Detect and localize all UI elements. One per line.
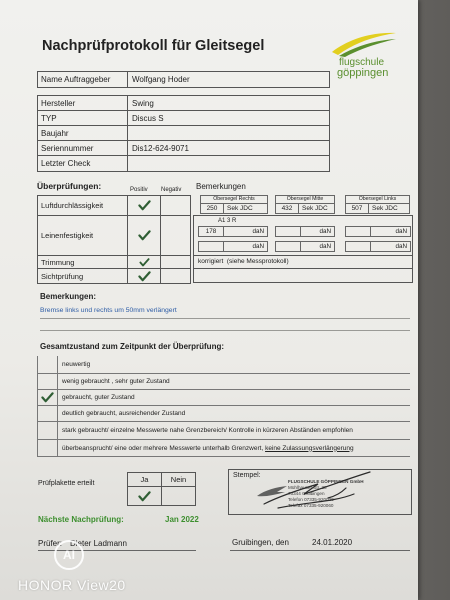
measure-title: Obersegel Mitte — [276, 196, 334, 204]
measure-unit: Sek JDC — [372, 205, 398, 212]
check-label-lines: Leinenfestigkeit — [38, 216, 128, 256]
condition-option-text — [58, 440, 354, 456]
line-measure-unit: daN — [319, 228, 331, 235]
next-check-value: Jan 2022 — [165, 515, 199, 524]
check-label-visual: Sichtprüfung — [38, 269, 128, 284]
badge-label: Prüfplakette erteilt — [38, 480, 95, 487]
row-value: Dis12-624-9071 — [132, 143, 189, 153]
row-value: Swing — [132, 98, 154, 108]
condition-checkbox — [37, 374, 58, 389]
signature — [258, 468, 378, 514]
row-label: Letzter Check — [38, 156, 128, 171]
check-icon — [138, 200, 151, 211]
condition-heading: Gesamtzustand zum Zeitpunkt der Überprüfung: — [40, 342, 225, 351]
condition-option-text: deutlich gebraucht, ausreichender Zustand — [62, 410, 186, 417]
row-value — [128, 126, 132, 140]
line-note: A1 3 R — [218, 218, 237, 224]
condition-option-text-main: überbeansprucht/ eine oder mehrere Messwerte unterhalb Grenzwert, — [62, 444, 266, 452]
measure-title: Obersegel Rechts — [201, 196, 267, 204]
check-positive-cell — [128, 216, 161, 256]
logo-text-line-1: flugschule — [339, 57, 385, 68]
condition-option-text: stark gebraucht/ einzelne Messwerte nahe Grenzbereich/ Kontrolle in kürzeren Abständen empfohlen — [62, 427, 353, 434]
check-negative-cell — [161, 196, 191, 216]
air-measure-left — [345, 195, 410, 214]
table-row — [38, 126, 329, 141]
line-measure-cell — [345, 241, 411, 252]
line-measure-value — [276, 242, 301, 251]
divider — [193, 268, 413, 269]
row-label: Hersteller — [38, 96, 128, 110]
badge-yes-cell — [128, 487, 162, 506]
place-label: Gruibingen, den — [232, 538, 289, 547]
customer-value: Wolfgang Hoder — [132, 75, 190, 84]
signature-line — [230, 550, 410, 551]
measure-unit: Sek JDC — [227, 205, 253, 212]
camera-ai-badge-icon: AI — [54, 540, 84, 570]
check-negative-cell — [161, 269, 191, 284]
line-measure-unit: daN — [395, 243, 407, 250]
row-value — [128, 156, 132, 171]
table-row — [38, 141, 329, 156]
check-label-trim: Trimmung — [38, 256, 128, 269]
line-measure-cell — [345, 226, 411, 237]
next-check-label: Nächste Nachprüfung: — [38, 515, 124, 524]
measure-value: 432 — [276, 204, 299, 214]
measure-unit: Sek JDC — [302, 205, 328, 212]
line-measure-cell — [198, 226, 268, 237]
line-measure-unit: daN — [319, 243, 331, 250]
customer-label: Name Auftraggeber — [38, 72, 128, 87]
positive-column-label: Positiv — [130, 187, 148, 193]
line-measure-value: 178 — [199, 227, 224, 236]
list-item — [37, 356, 410, 374]
checks-heading: Überprüfungen: — [37, 181, 102, 191]
remarks-column-label: Bemerkungen — [196, 182, 246, 191]
list-item — [37, 440, 410, 457]
badge-yes-label: Ja — [128, 473, 162, 487]
condition-list — [37, 356, 410, 457]
check-icon — [138, 230, 151, 241]
list-item — [37, 422, 410, 440]
list-item — [37, 390, 410, 406]
measure-value: 250 — [201, 204, 224, 214]
stamp-label: Stempel: — [233, 472, 261, 479]
table-row — [38, 96, 329, 111]
logo-text-line-2: göppingen — [337, 67, 389, 79]
check-icon — [41, 392, 54, 403]
check-negative-cell — [161, 256, 191, 269]
check-negative-cell — [161, 216, 191, 256]
check-positive-cell — [128, 269, 161, 284]
divider — [40, 330, 410, 331]
stamp-line: 73344 Gruibingen — [288, 491, 325, 496]
line-measure-unit: daN — [252, 243, 264, 250]
check-positive-cell — [128, 256, 161, 269]
row-label: Seriennummer — [38, 141, 128, 155]
line-measure-cell — [198, 241, 268, 252]
check-icon — [138, 258, 151, 267]
line-measure-unit: daN — [252, 228, 264, 235]
stamp-line: FLUGSCHULE GÖPPINGEN GmbH — [288, 479, 364, 484]
list-item — [37, 406, 410, 422]
line-measure-value — [346, 227, 371, 236]
line-measure-value — [199, 242, 224, 251]
stamp-line: Telefon 07335-920020 — [288, 497, 334, 502]
air-measure-middle — [275, 195, 335, 214]
remarks-text: Bremse links und rechts um 50mm verlängert — [40, 307, 177, 314]
negative-column-label: Negativ — [161, 187, 182, 193]
condition-option-text-underlined: keine Zulassungsverlängerung — [265, 444, 354, 452]
table-row — [38, 156, 329, 172]
stamp-line: Mühlhauser Str. 38 — [288, 485, 327, 490]
line-measure-cell — [275, 226, 335, 237]
row-label: TYP — [38, 111, 128, 125]
line-measure-value — [346, 242, 371, 251]
condition-option-text: wenig gebraucht , sehr guter Zustand — [62, 378, 170, 385]
condition-checkbox — [37, 422, 58, 439]
check-label-air: Luftdurchlässigkeit — [38, 196, 128, 216]
condition-checkbox — [37, 390, 58, 405]
line-measure-unit: daN — [395, 228, 407, 235]
swoosh-logo-icon — [330, 30, 398, 58]
air-measure-right — [200, 195, 268, 214]
line-measure-value — [276, 227, 301, 236]
condition-option-text: neuwertig — [62, 361, 91, 368]
customer-row — [37, 71, 330, 88]
condition-checkbox — [37, 356, 58, 373]
camera-watermark-text: HONOR View20 — [18, 577, 126, 593]
badge-yes-no-table — [127, 472, 196, 506]
date-value: 24.01.2020 — [312, 538, 353, 547]
table-row — [38, 111, 329, 126]
list-item — [37, 374, 410, 390]
remarks-heading: Bemerkungen: — [40, 292, 97, 301]
divider — [40, 318, 410, 319]
inspector-name: Dieter Ladmann — [70, 539, 127, 548]
check-positive-cell — [128, 196, 161, 216]
line-measure-cell — [275, 241, 335, 252]
condition-checkbox — [37, 406, 58, 421]
glider-table — [37, 95, 330, 172]
condition-checkbox — [37, 440, 58, 456]
badge-no-cell — [162, 487, 196, 506]
measure-title: Obersegel Links — [346, 196, 409, 204]
condition-option-text: gebraucht, guter Zustand — [62, 394, 135, 401]
check-icon — [138, 271, 151, 282]
row-label: Baujahr — [38, 126, 128, 140]
stamp-line: Telefax 07335-920060 — [288, 503, 334, 508]
badge-no-label: Nein — [162, 473, 196, 487]
inspector-label: Prüfer: — [38, 539, 63, 548]
trim-remark: korrigiert (siehe Messprotokoll) — [198, 258, 289, 265]
document-title: Nachprüfprotokoll für Gleitsegel — [42, 38, 265, 54]
measure-value: 507 — [346, 204, 369, 214]
row-value: Discus S — [132, 113, 164, 123]
checks-table — [37, 195, 191, 284]
check-icon — [138, 491, 151, 502]
